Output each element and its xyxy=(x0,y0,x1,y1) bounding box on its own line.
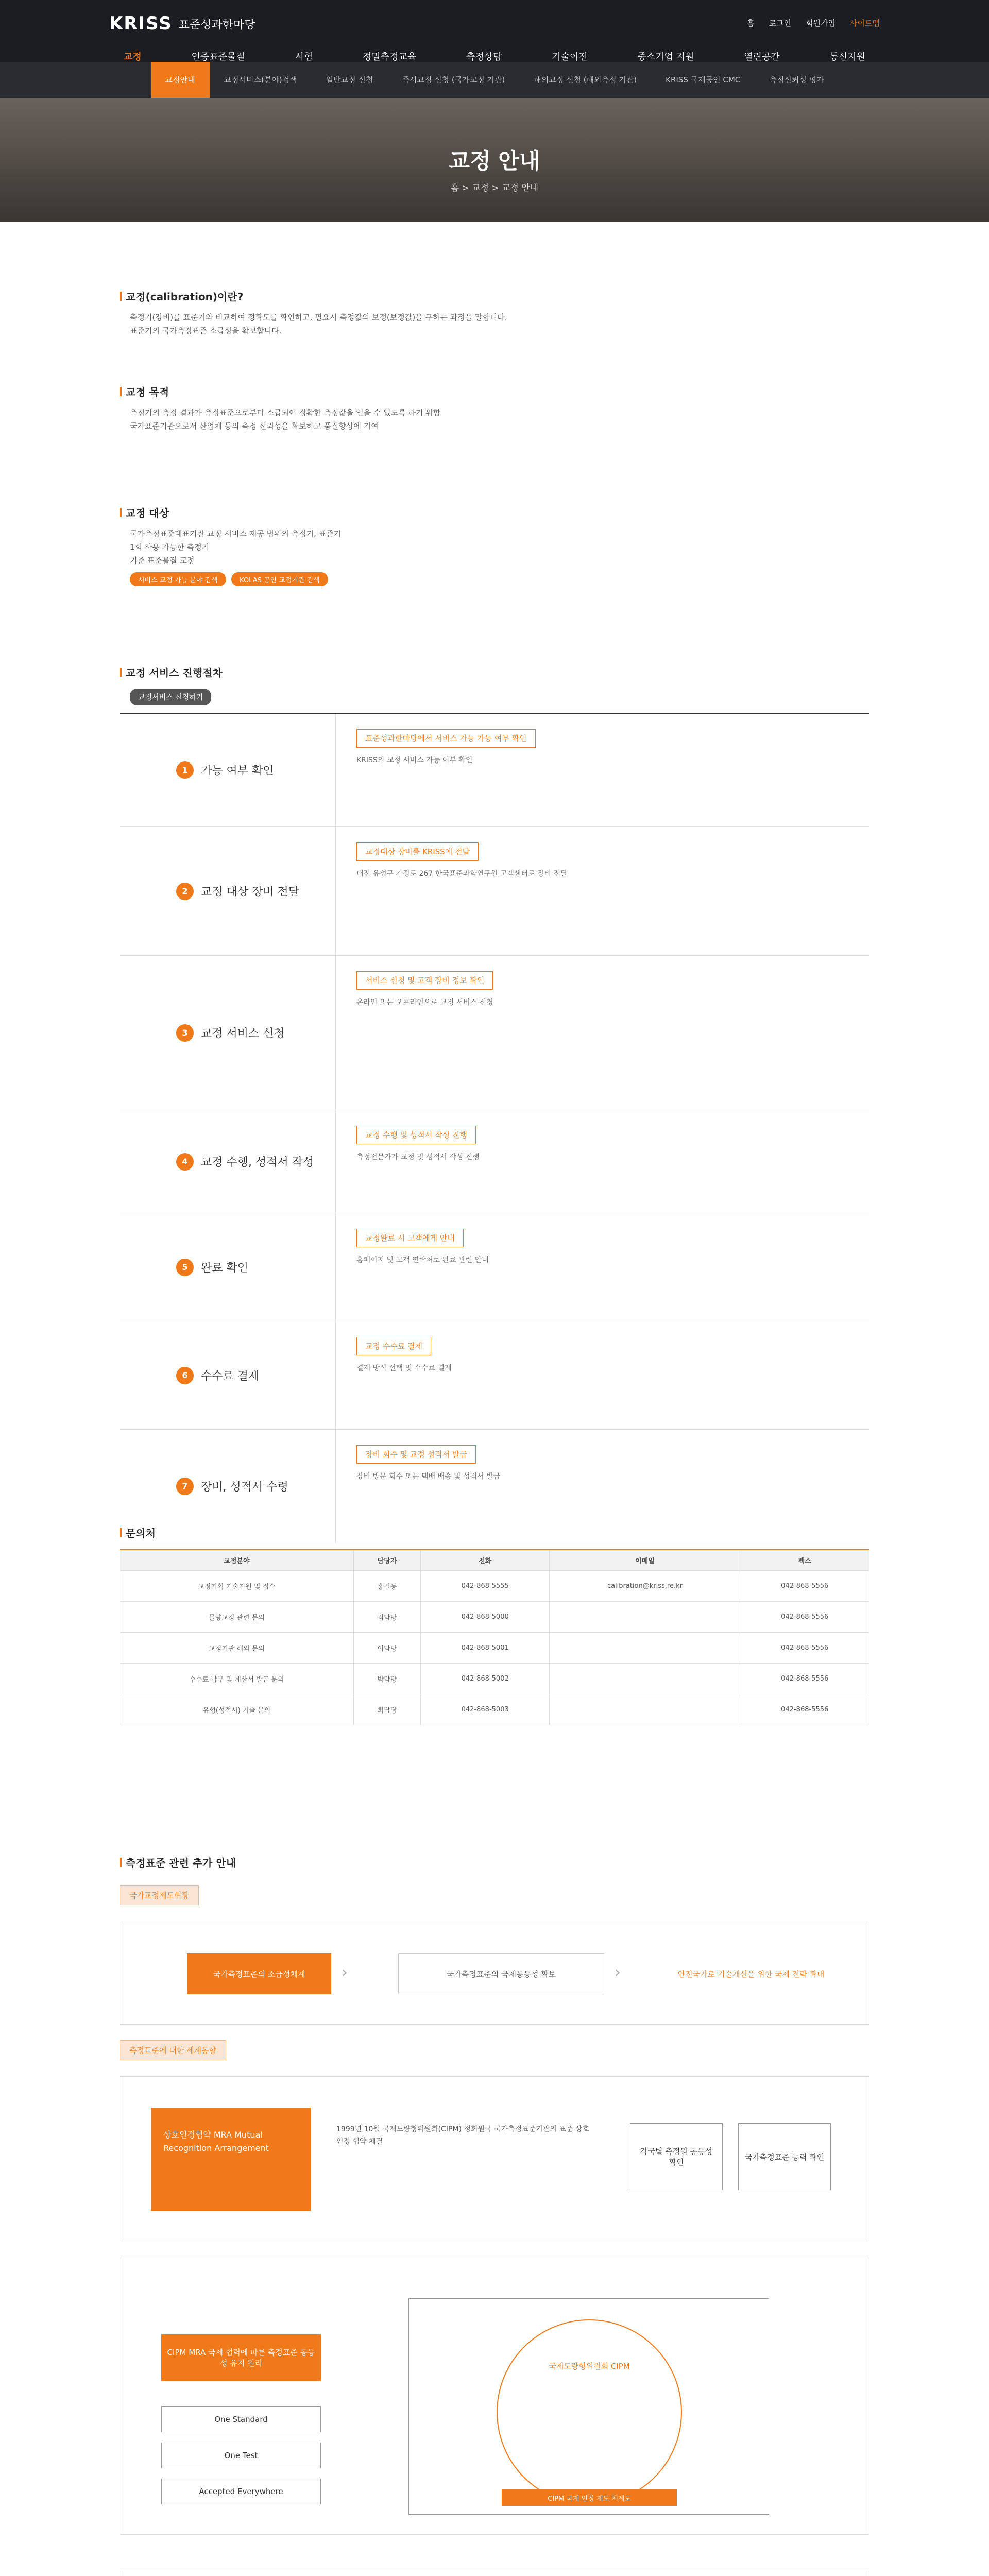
text-line: 측정기의 측정 결과가 측정표준으로부터 소급되어 정확한 측정값을 얻을 수 있도록 하기 위함 xyxy=(130,408,441,417)
section-extra xyxy=(120,1855,869,1905)
login-link[interactable]: 로그인 xyxy=(769,19,792,28)
email-link[interactable]: calibration@kriss.re.kr xyxy=(550,1571,740,1602)
text-line: 표준기의 국가측정표준 소급성을 확보합니다. xyxy=(130,326,282,335)
cell: 물량교정 관련 문의 xyxy=(120,1602,354,1633)
cipm-item: One Test xyxy=(161,2443,321,2468)
arrow-icon: › xyxy=(342,1963,348,1981)
subsection-tag: 국가교정제도현황 xyxy=(120,1885,199,1905)
subnav-instant[interactable]: 즉시교정 신청 (국가교정 기관) xyxy=(402,75,505,84)
section-title: 교정 목적 xyxy=(120,384,869,399)
col-header: 이메일 xyxy=(550,1550,740,1571)
section-procedure xyxy=(120,665,869,1543)
step-number: 1 xyxy=(176,761,194,779)
header xyxy=(0,0,989,62)
section-target xyxy=(120,505,869,586)
mra-box: 상호인정협약 MRA Mutual Recognition Arrangement xyxy=(151,2108,311,2211)
cell xyxy=(550,1694,740,1725)
step-number: 3 xyxy=(176,1024,194,1042)
traceability-panel xyxy=(120,1922,869,2025)
section-title: 측정표준 관련 추가 안내 xyxy=(120,1855,869,1870)
logo-mark: KRISS xyxy=(109,13,173,34)
section-calibration-def xyxy=(120,289,869,337)
step-row xyxy=(120,714,869,827)
subnav-eval[interactable]: 측정신뢰성 평가 xyxy=(769,75,824,84)
home-link[interactable]: 홈 xyxy=(747,19,755,28)
nav-consult[interactable]: 측정상담 xyxy=(466,52,502,62)
text-line: 측정기(장비)를 표준기와 비교하여 정확도를 확인하고, 필요시 측정값의 보정(보정값)을 구하는 과정을 말합니다. xyxy=(130,313,507,322)
mra-panel xyxy=(120,2076,869,2241)
cell: 042-868-5555 xyxy=(420,1571,550,1602)
sitemap-link[interactable]: 사이트맵 xyxy=(850,19,880,28)
arrow-icon: › xyxy=(615,1963,621,1981)
text-line: 기준 표준물질 교정 xyxy=(130,556,195,565)
step-tag: 서비스 신청 및 고객 장비 정보 확인 xyxy=(356,971,493,990)
chart-panel xyxy=(120,2571,869,2576)
cell: 042-868-5556 xyxy=(740,1664,869,1694)
apply-badge-button[interactable]: 교정서비스 신청하기 xyxy=(130,689,211,705)
step-label: 교정 대상 장비 전달 xyxy=(201,886,299,899)
cycle-circle xyxy=(497,2319,682,2505)
text-line: 국가측정표준대표기관 교정 서비스 제공 범위의 측정기, 표준기 xyxy=(130,529,342,538)
flow-box: 안전국가로 기술개선을 위한 국제 전략 확대 xyxy=(677,1969,825,1979)
table-row xyxy=(120,1633,869,1664)
col-header: 담당자 xyxy=(353,1550,420,1571)
cell: 최담당 xyxy=(353,1694,420,1725)
section-title: 교정 대상 xyxy=(120,505,869,520)
step-desc: 측정전문가가 교정 및 성적서 작성 진행 xyxy=(356,1153,480,1161)
logo[interactable] xyxy=(109,13,255,34)
cell: 홍길동 xyxy=(353,1571,420,1602)
col-header: 팩스 xyxy=(740,1550,869,1571)
mra-desc: 1999년 10월 국제도량형위원회(CIPM) 정회원국 국가측정표준기관의 표준 상호인정 협약 체결 xyxy=(336,2125,589,2146)
cipm-center: 국제도량형위원회 CIPM xyxy=(549,2362,630,2371)
cell xyxy=(550,1602,740,1633)
nav-sme[interactable]: 중소기업 지원 xyxy=(637,52,694,62)
cipm-item: Accepted Everywhere xyxy=(161,2479,321,2504)
cell: 김담당 xyxy=(353,1602,420,1633)
text-line: 1회 사용 가능한 측정기 xyxy=(130,543,210,552)
nav-crm[interactable]: 인증표준물질 xyxy=(191,52,245,62)
subnav-search[interactable]: 교정서비스(분야)검색 xyxy=(224,75,297,84)
cipm-panel xyxy=(120,2257,869,2535)
table-row xyxy=(120,1602,869,1633)
subnav-cmc[interactable]: KRISS 국제공인 CMC xyxy=(666,75,741,84)
hero-banner xyxy=(0,98,989,222)
step-label: 수수료 결제 xyxy=(201,1370,260,1383)
step-label: 교정 서비스 신청 xyxy=(201,1027,285,1040)
contact-table xyxy=(120,1549,869,1725)
step-label: 교정 수행, 성적서 작성 xyxy=(201,1156,314,1169)
join-link[interactable]: 회원가입 xyxy=(806,19,836,28)
steps-table xyxy=(120,713,869,1543)
section-title: 문의처 xyxy=(120,1525,869,1540)
step-desc: 장비 방문 회수 또는 택배 배송 및 성적서 발급 xyxy=(356,1472,501,1481)
step-row xyxy=(120,1321,869,1430)
cell: 박담당 xyxy=(353,1664,420,1694)
step-number: 7 xyxy=(176,1478,194,1495)
flow-box: 국가측정표준의 소급성체계 xyxy=(187,1953,331,1994)
step-desc: KRISS의 교정 서비스 가능 여부 확인 xyxy=(356,756,473,765)
nav-open[interactable]: 열린공간 xyxy=(744,52,780,62)
step-tag: 교정완료 시 고객에게 안내 xyxy=(356,1229,464,1247)
cell: 이담당 xyxy=(353,1633,420,1664)
step-label: 가능 여부 확인 xyxy=(201,765,274,777)
step-tag: 표준성과한마당에서 서비스 가능 가능 여부 확인 xyxy=(356,729,536,748)
step-tag: 교정대상 장비를 KRISS에 전달 xyxy=(356,842,479,861)
search-service-button[interactable]: 서비스 교정 가능 분야 검색 xyxy=(130,572,226,586)
cell: 수수료 납부 및 계산서 발급 문의 xyxy=(120,1664,354,1694)
section-title: 교정 서비스 진행절차 xyxy=(120,665,869,680)
cell: 042-868-5000 xyxy=(420,1602,550,1633)
step-number: 2 xyxy=(176,883,194,900)
section-title: 교정(calibration)이란? xyxy=(120,289,869,303)
table-row xyxy=(120,1694,869,1725)
text-line: 국가표준기관으로서 산업체 등의 측정 신뢰성을 확보하고 품질향상에 기여 xyxy=(130,421,379,431)
page-title: 교정 안내 xyxy=(449,148,540,174)
subsection-tag: 측정표준에 대한 세계동향 xyxy=(120,2040,226,2060)
cell: 042-868-5002 xyxy=(420,1664,550,1694)
breadcrumb: 홈 > 교정 > 교정 안내 xyxy=(450,183,539,193)
step-tag: 장비 회수 및 교정 성적서 발급 xyxy=(356,1445,476,1464)
step-row xyxy=(120,827,869,956)
step-number: 5 xyxy=(176,1259,194,1276)
cell: 유형(성적서) 기술 문의 xyxy=(120,1694,354,1725)
step-label: 장비, 성적서 수령 xyxy=(201,1481,288,1494)
nav-calibration[interactable]: 교정 xyxy=(124,52,142,62)
cell: 042-868-5556 xyxy=(740,1602,869,1633)
flow-box: 국가측정표준의 국제동등성 확보 xyxy=(398,1953,604,1994)
cell: 042-868-5556 xyxy=(740,1694,869,1725)
step-tag: 교정 수수료 결제 xyxy=(356,1337,431,1355)
cipm-item: One Standard xyxy=(161,2406,321,2432)
cell: 042-868-5001 xyxy=(420,1633,550,1664)
logo-text: 표준성과한마당 xyxy=(178,18,255,31)
section-contact xyxy=(120,1525,869,1725)
cipm-bottom: CIPM 국제 인정 제도 체계도 xyxy=(502,2489,677,2506)
nav-test[interactable]: 시험 xyxy=(295,52,313,62)
mra-item: 각국별 측정원 동등성 확인 xyxy=(630,2123,723,2190)
step-tag: 교정 수행 및 성적서 작성 진행 xyxy=(356,1126,476,1144)
cell: 042-868-5556 xyxy=(740,1571,869,1602)
step-desc: 대전 유성구 가정로 267 한국표준과학연구원 고객센터로 장비 전달 xyxy=(356,870,568,878)
cell: 042-868-5556 xyxy=(740,1633,869,1664)
table-row xyxy=(120,1664,869,1694)
nav-support[interactable]: 통신지원 xyxy=(829,52,865,62)
step-desc: 온라인 또는 오프라인으로 교정 서비스 신청 xyxy=(356,998,493,1007)
step-desc: 홈페이지 및 고객 연락처로 완료 관련 안내 xyxy=(356,1256,489,1264)
col-header: 전화 xyxy=(420,1550,550,1571)
section-purpose xyxy=(120,384,869,433)
sub-nav xyxy=(0,62,989,98)
mra-item: 국가측정표준 능력 확인 xyxy=(738,2123,831,2190)
cell: 042-868-5003 xyxy=(420,1694,550,1725)
col-header: 교정분야 xyxy=(120,1550,354,1571)
step-row xyxy=(120,1213,869,1321)
cell: 교정기관 해외 문의 xyxy=(120,1633,354,1664)
step-row xyxy=(120,956,869,1110)
search-kolas-button[interactable]: KOLAS 공인 교정기관 검색 xyxy=(231,572,328,586)
subnav-apply[interactable]: 일반교정 신청 xyxy=(326,75,373,84)
cell xyxy=(550,1664,740,1694)
nav-tech[interactable]: 기술이전 xyxy=(552,52,588,62)
nav-edu[interactable]: 정밀측정교육 xyxy=(362,52,417,62)
step-desc: 결제 방식 선택 및 수수료 결제 xyxy=(356,1364,452,1372)
step-number: 6 xyxy=(176,1367,194,1384)
subnav-guide[interactable]: 교정안내 xyxy=(151,62,210,98)
cell: 교정기획 기술지원 및 접수 xyxy=(120,1571,354,1602)
main-nav xyxy=(118,49,871,63)
step-row xyxy=(120,1110,869,1213)
cipm-diagram xyxy=(408,2298,769,2515)
table-row xyxy=(120,1571,869,1602)
subnav-overseas[interactable]: 해외교정 신청 (해외측정 기관) xyxy=(534,75,637,84)
utility-nav xyxy=(747,18,880,28)
cipm-title-box: CIPM MRA 국제 협력에 따른 측정표준 동등성 유지 원리 xyxy=(161,2334,321,2381)
step-number: 4 xyxy=(176,1153,194,1171)
step-label: 완료 확인 xyxy=(201,1262,249,1275)
cell xyxy=(550,1633,740,1664)
